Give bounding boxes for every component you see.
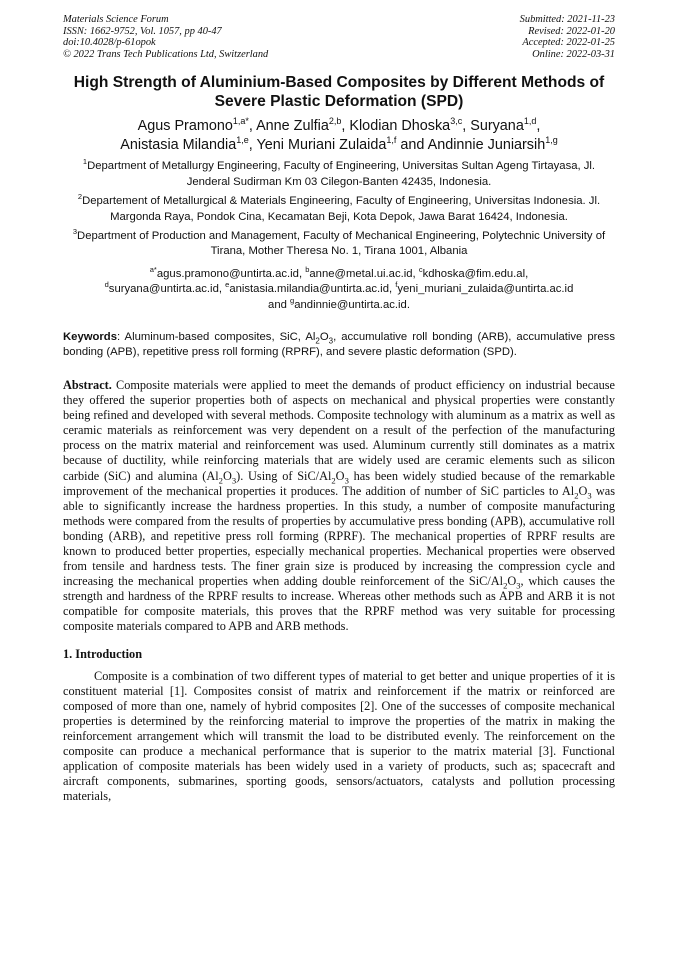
online-date: Online: 2022-03-31 (532, 48, 615, 60)
journal-header (63, 14, 615, 60)
abstract: Abstract. Composite materials were applied to meet the demands of product efficiency on industrial because they offered the superior properties both of aspects on mechanical and physical properties were constantly being refined and developed with several methods. Composite technology with aluminum as a matrix as well as ceramic materials as reinforcement was very dependent on a result of the perfection of the manufacturing process on the matrix material and reinforcement was used. Aluminum currently still dominates as a matrix because of ductility, while reinforcing materials that are widely used are ceramic elements such as silicon carbide (SiC) and alumina $(Al_2O_3)$. Using of SiC/$Al_2O_3$ has been widely studied because of the remarkable improvement of the mechanical properties it produces. The addition of number of SiC particles to $Al_2O_3$ was able to significantly increase the hardness properties. In this study, a number of composite manufacturing methods were compared from the results of properties by accumulative press bonding (APB), accumulative roll bonding (ARB), and repetitive press roll forming (RPRF). The mechanical properties of RPRF results are known to produced better properties, especially mechanical properties. Mechanical properties were observed from tensile and hardness tests. The finer grain size is produced by increasing the compression cycle and increasing the mechanical properties when adding double reinforcement of the SiC/$Al_2O_3$, which causes the strength and hardness of the RPRF results to increase. Whereas other methods such as APB and ARB it is not compatible for composite materials, this proves that the RPRF method was very suitable for processing composite materials compared to APB and ARB methods. (63, 378, 616, 633)
email-list: $^{a*}$agus.pramono@untirta.ac.id, $^b$anne@metal.ui.ac.id, $^c$kdhoska@fim.edu.al, $^d$suryana@untirta.ac.id, $^e$anistasia.milandia@untirta.ac.id, $^f$yeni_muriani_zulaida@untirta.ac.id and $^g$andinnie@untirta.ac.id. (104, 265, 574, 311)
email-link[interactable]: suryana@untirta.ac.id (108, 283, 219, 296)
email-link[interactable]: andinnie@untirta.ac.id (294, 298, 407, 311)
keywords-label: Keywords (63, 331, 117, 344)
author: Andinnie Juniarsih$^{1,g}$ (427, 134, 558, 153)
affiliation-1: $^1$Department of Metallurgy Engineering, Faculty of Engineering, Universitas Sultan Ageng Tirtayasa, Jl. Jenderal Sudirman Km 03 Cilegon-Banten 42435, Indonesia. (82, 157, 596, 188)
email-link[interactable]: kdhoska@fim.edu.al (422, 267, 526, 280)
author: Agus Pramono$^{1,a*}$ (137, 116, 249, 135)
doi: doi:10.4028/p-61opok (63, 37, 156, 49)
issn: ISSN: 1662-9752, Vol. 1057, pp 40-47 (63, 25, 222, 37)
abstract-label: Abstract. (63, 378, 112, 393)
submitted-date: Submitted: 2021-11-23 (519, 14, 615, 25)
paper-title: High Strength of Aluminium-Based Composites by Different Methods of Severe Plastic Deformation (SPD) (73, 74, 605, 110)
email-link[interactable]: yeni_muriani_zulaida@untirta.ac.id (397, 283, 574, 296)
email-link[interactable]: anne@metal.ui.ac.id (309, 267, 413, 280)
dates-info (520, 14, 615, 60)
author-list: Agus Pramono$^{1,a*}$, Anne Zulfia$^{2,b}$, Klodian Dhoska$^{3,c}$, Suryana$^{1,d}$, Anistasia Milandia$^{1,e}$, Yeni Muriani Zulaida$^{1,f}$ and Andinnie Juniarsih$^{1,g}$ (120, 116, 558, 153)
email-link[interactable]: anistasia.milandia@untirta.ac.id (229, 283, 389, 296)
email-link[interactable]: agus.pramono@untirta.ac.id (156, 267, 299, 280)
affiliation-3: $^3$Department of Production and Management, Faculty of Mechanical Engineering, Polytechnic University of Tirana, Mother Theresa No. 1, Tirana 1001, Albania (72, 227, 606, 258)
copyright: © 2022 Trans Tech Publications Ltd, Switzerland (63, 48, 269, 60)
revised-date: Revised: 2022-01-20 (528, 25, 615, 37)
paper-page (63, 14, 615, 804)
introduction-paragraph: Composite is a combination of two different types of material to get better and unique properties of it is constituent material [1]. Composites consist of matrix and reinforcement if the matrix or reinforced are composed of more than one, namely of hybrid composites [2]. One of the successes of composite mechanical properties is determined by the reinforcing material to improve the properties of the matrix in making the reinforcement arrangement which will transmit the load to be distributed evenly. The reinforcement on the composite can produce a mechanical performance that is superior to the matrix material [3]. Functional application of composite materials has been widely used in a variety of products, such as; spacecraft and aircraft components, submarines, sporting goods, sensors/actuators, catalysts and pollution processing materials, (63, 669, 615, 804)
affiliation-2: $^2$Departement of Metallurgical & Materials Engineering, Faculty of Engineering, Universitas Indonesia. Jl. Margonda Raya, Pondok Cina, Kecamatan Beji, Kota Depok, Jawa Barat 16424, Indonesia. (77, 192, 601, 223)
accepted-date: Accepted: 2022-01-25 (522, 37, 615, 49)
author: Anne Zulfia$^{2,b}$ (256, 116, 342, 135)
journal-info (63, 14, 268, 60)
journal-name: Materials Science Forum (63, 14, 169, 25)
keywords: Keywords: Aluminum-based composites, SiC, $Al_2O_3$, accumulative roll bonding (ARB), accumulative press bonding (APB), repetitive press roll forming (RPRF), and severe plastic deformation (SPD). (63, 331, 615, 358)
author: Klodian Dhoska$^{3,c}$ (349, 116, 463, 135)
section-heading-introduction: 1. Introduction (63, 647, 143, 662)
author: Suryana$^{1,d}$ (470, 116, 537, 135)
author: Yeni Muriani Zulaida$^{1,f}$ (256, 134, 397, 153)
author: Anistasia Milandia$^{1,e}$ (120, 134, 249, 153)
